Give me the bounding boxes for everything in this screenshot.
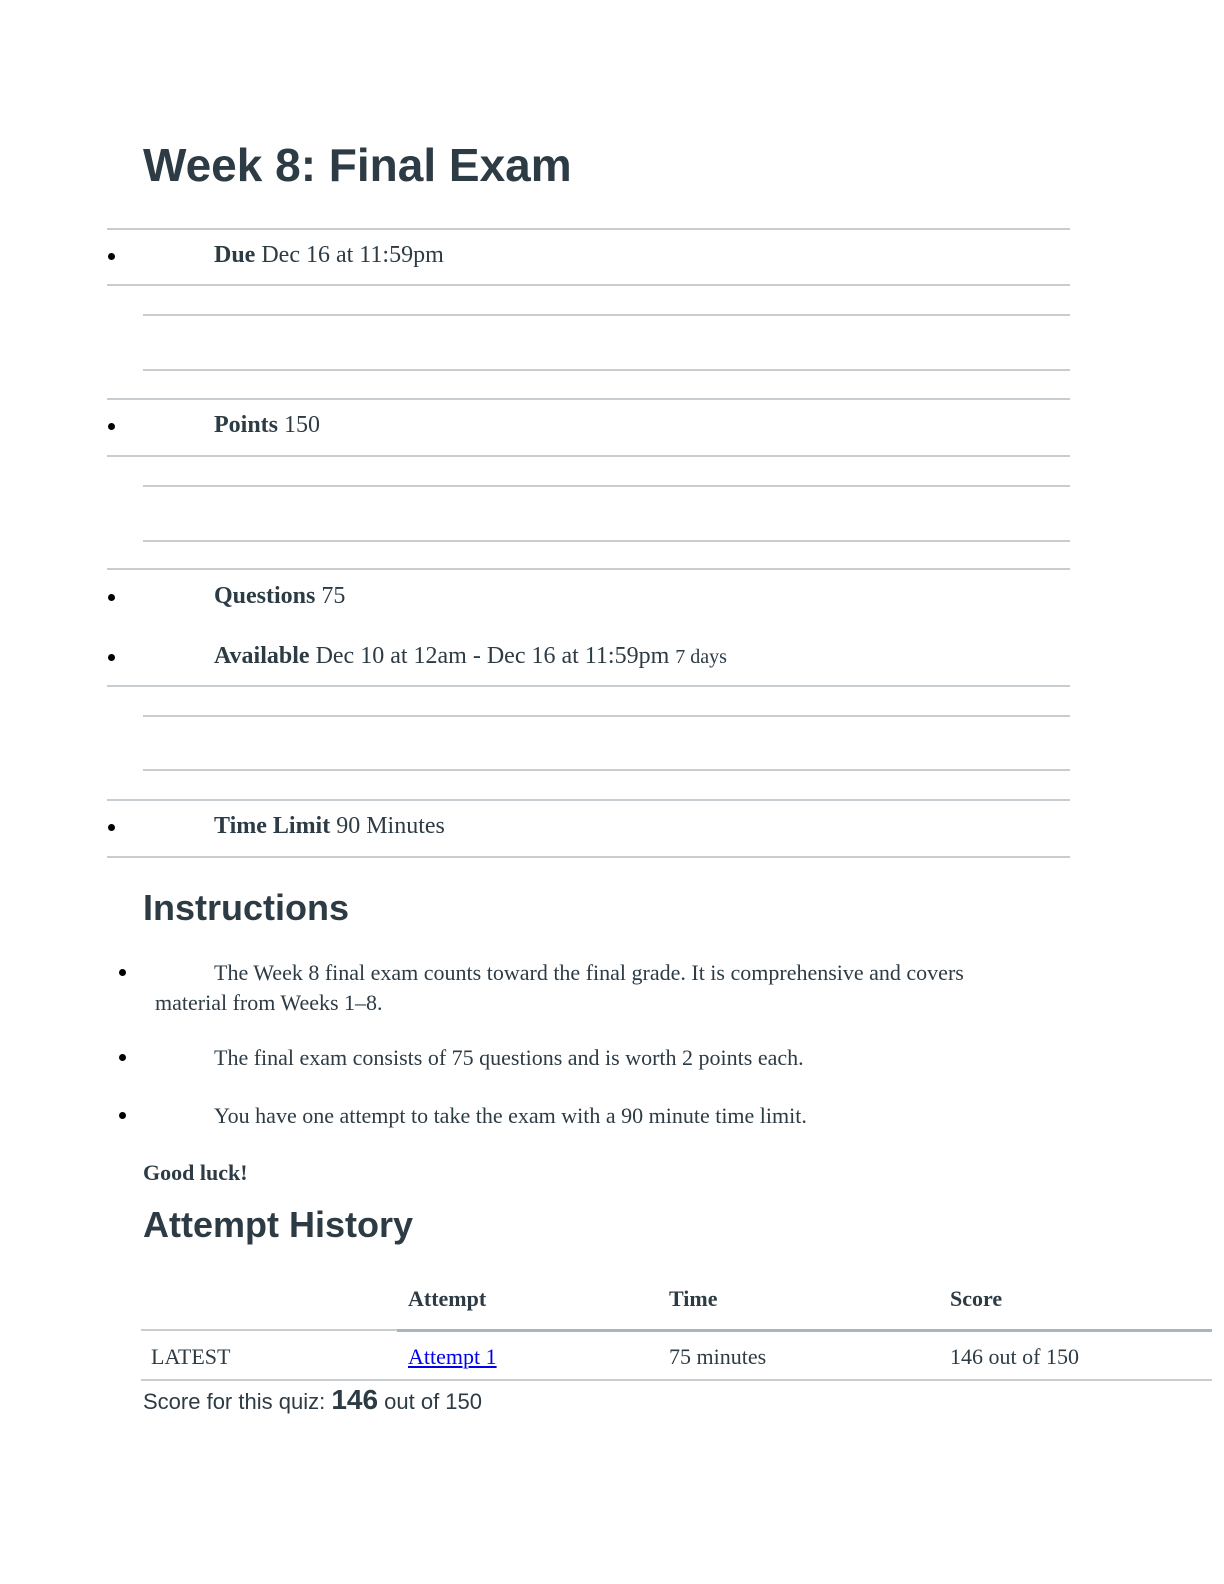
available-duration: 7 days <box>675 646 727 668</box>
due-value: Dec 16 at 11:59pm <box>261 242 444 268</box>
table-header-divider <box>397 1329 1212 1332</box>
bullet <box>119 969 126 976</box>
points-detail <box>214 412 320 439</box>
column-header-attempt: Attempt <box>408 1286 487 1311</box>
divider <box>107 568 1070 570</box>
attempt-history-heading: Attempt History <box>143 1204 414 1245</box>
divider <box>107 856 1070 858</box>
points-value: 150 <box>284 412 321 438</box>
column-header-score: Score <box>950 1286 1003 1311</box>
divider <box>107 685 1070 687</box>
column-header-time: Time <box>669 1286 718 1311</box>
divider <box>143 314 1070 316</box>
instructions-heading: Instructions <box>143 887 350 928</box>
score-suffix: out of 150 <box>384 1389 483 1414</box>
divider <box>143 540 1070 542</box>
available-detail <box>214 643 727 670</box>
available-label: Available <box>214 643 310 669</box>
due-detail <box>214 242 444 269</box>
instruction-item: The Week 8 final exam counts toward the final grade. It is comprehensive and covers <box>214 960 964 985</box>
divider <box>143 369 1070 371</box>
questions-value: 75 <box>321 583 346 609</box>
score-value: 146 <box>331 1384 379 1415</box>
instruction-item: The final exam consists of 75 questions and is worth 2 points each. <box>214 1045 804 1070</box>
bullet <box>119 1054 126 1061</box>
divider <box>107 799 1070 801</box>
closing-note: Good luck! <box>143 1160 248 1185</box>
attempt-score: 146 out of 150 <box>950 1344 1079 1369</box>
attempt-link[interactable]: Attempt 1 <box>408 1344 497 1369</box>
attempt-status: LATEST <box>151 1344 231 1369</box>
score-prefix: Score for this quiz: <box>143 1389 326 1414</box>
bullet <box>108 654 115 661</box>
divider <box>107 284 1070 286</box>
attempt-time: 75 minutes <box>669 1344 767 1369</box>
divider <box>143 769 1070 771</box>
divider <box>107 398 1070 400</box>
time-limit-detail <box>214 813 445 840</box>
table-row-divider <box>141 1379 1212 1381</box>
divider <box>143 485 1070 487</box>
bullet <box>119 1112 126 1119</box>
instruction-item: You have one attempt to take the exam with a 90 minute time limit. <box>214 1103 807 1128</box>
questions-label: Questions <box>214 583 316 609</box>
divider <box>107 455 1070 457</box>
bullet <box>108 594 115 601</box>
divider <box>143 715 1070 717</box>
due-label: Due <box>214 242 256 268</box>
divider <box>107 228 1070 230</box>
instruction-item-continued: material from Weeks 1–8. <box>155 990 383 1015</box>
available-value: Dec 10 at 12am - Dec 16 at 11:59pm <box>315 643 670 669</box>
quiz-score-summary <box>143 1384 482 1416</box>
table-header-divider <box>141 1329 397 1331</box>
points-label: Points <box>214 412 279 438</box>
bullet <box>108 824 115 831</box>
questions-detail <box>214 583 345 610</box>
bullet <box>108 423 115 430</box>
time-limit-label: Time Limit <box>214 813 331 839</box>
bullet <box>108 253 115 260</box>
page-title: Week 8: Final Exam <box>143 139 572 191</box>
time-limit-value: 90 Minutes <box>336 813 445 839</box>
